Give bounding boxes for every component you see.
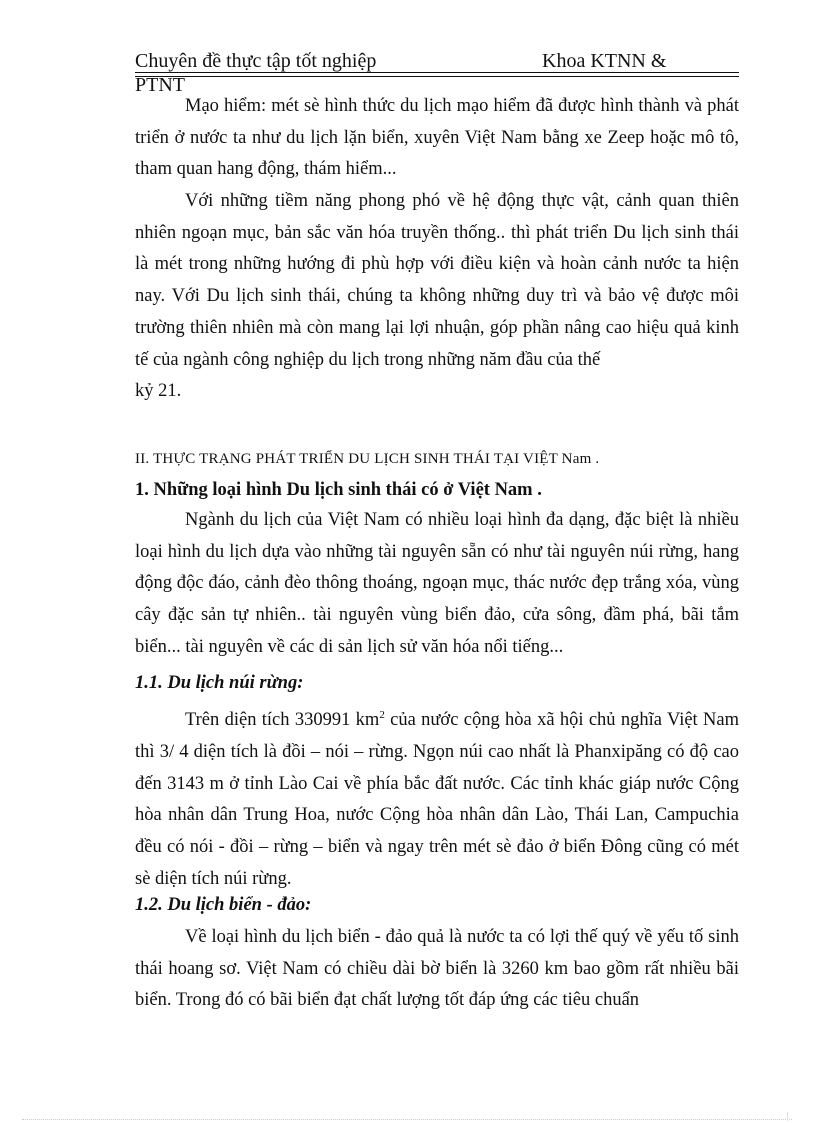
header-department: Khoa KTNN & xyxy=(542,50,667,72)
heading-sea-island: 1.2. Du lịch biển - đảo: xyxy=(135,895,312,915)
page-header xyxy=(135,50,739,94)
heading-tourism-types: 1. Những loại hình Du lịch sinh thái có ở Việt Nam . xyxy=(135,480,542,500)
superscript-2: 2 xyxy=(379,709,385,721)
paragraph-adventure: Mạo hiểm: mét sè hình thức du lịch mạo hiểm đã được hình thành và phát triển ở nước ta như du lịch lặn biển, xuyên Việt Nam bằng xe Zeep hoặc mô tô, tham quan hang động, thám hiểm... xyxy=(135,96,739,180)
section-heading: II. THỰC TRẠNG PHÁT TRIỂN DU LỊCH SINH THÁI TẠI VIỆT Nam . xyxy=(135,451,600,467)
paragraph-mountain-forest xyxy=(135,700,739,895)
page-bottom-border xyxy=(22,1119,792,1120)
area-text: Trên diện tích 330991 km xyxy=(185,710,380,731)
mountain-text: của nước cộng hòa xã hội chủ nghĩa Việt Nam thì 3/ 4 diện tích là đồi – nói – rừng. Ngọn núi cao nhất là Phanxipăng có độ cao đến 3143 m ở tỉnh Lào Cai về phía bắc đất nước. Các tỉnh khác giáp nước Cộng hòa nhân dân Trung Hoa, nước Cộng hòa nhân dân Lào, Thái Lan, Campuchia đều có nói - đồi – rừng – biển và ngay trên mét sè đảo ở biển Đông cũng có mét sè diện tích núi rừng. xyxy=(135,710,739,889)
paragraph-potential-end: kỷ 21. xyxy=(135,381,182,401)
paragraph-potential: Với những tiềm năng phong phó về hệ động thực vật, cảnh quan thiên nhiên ngoạn mục, bản sắc văn hóa truyền thống.. thì phát triển Du lịch sinh thái là mét trong những hướng đi phù hợp với điều kiện và hoàn cảnh nước ta hiện nay. Với Du lịch sinh thái, chúng ta không những duy trì và bảo vệ được môi trường thiên nhiên mà còn mang lại lợi nhuận, góp phần nâng cao hiệu quả kinh tế của ngành công nghiệp du lịch trong những năm đầu của thế xyxy=(135,191,739,370)
paragraph-sea-island: Về loại hình du lịch biển - đảo quả là nước ta có lợi thế quý về yếu tố sinh thái hoang sơ. Việt Nam có chiều dài bờ biển là 3260 km bao gồm rất nhiều bãi biển. Trong đó có bãi biển đạt chất lượng tốt đáp ứng các tiêu chuẩn xyxy=(135,927,739,1011)
page-corner-mark xyxy=(787,1112,788,1121)
header-title: Chuyên đề thực tập tốt nghiệp xyxy=(135,50,377,72)
header-department-wrap: PTNT xyxy=(135,74,185,96)
paragraph-tourism-types: Ngành du lịch của Việt Nam có nhiều loại hình đa dạng, đặc biệt là nhiều loại hình du lịch dựa vào những tài nguyên sẵn có như tài nguyên núi rừng, hang động độc đáo, cảnh đèo thông thoáng, ngoạn mục, thác nước đẹp trắng xóa, vùng cây đặc sản tự nhiên.. tài nguyên vùng biển đảo, cửa sông, đầm phá, bãi tắm biển... tài nguyên về các di sản lịch sử văn hóa nổi tiếng... xyxy=(135,510,739,657)
heading-mountain-forest: 1.1. Du lịch núi rừng: xyxy=(135,673,304,693)
header-rule xyxy=(135,72,739,73)
header-rule-thin xyxy=(135,76,739,77)
